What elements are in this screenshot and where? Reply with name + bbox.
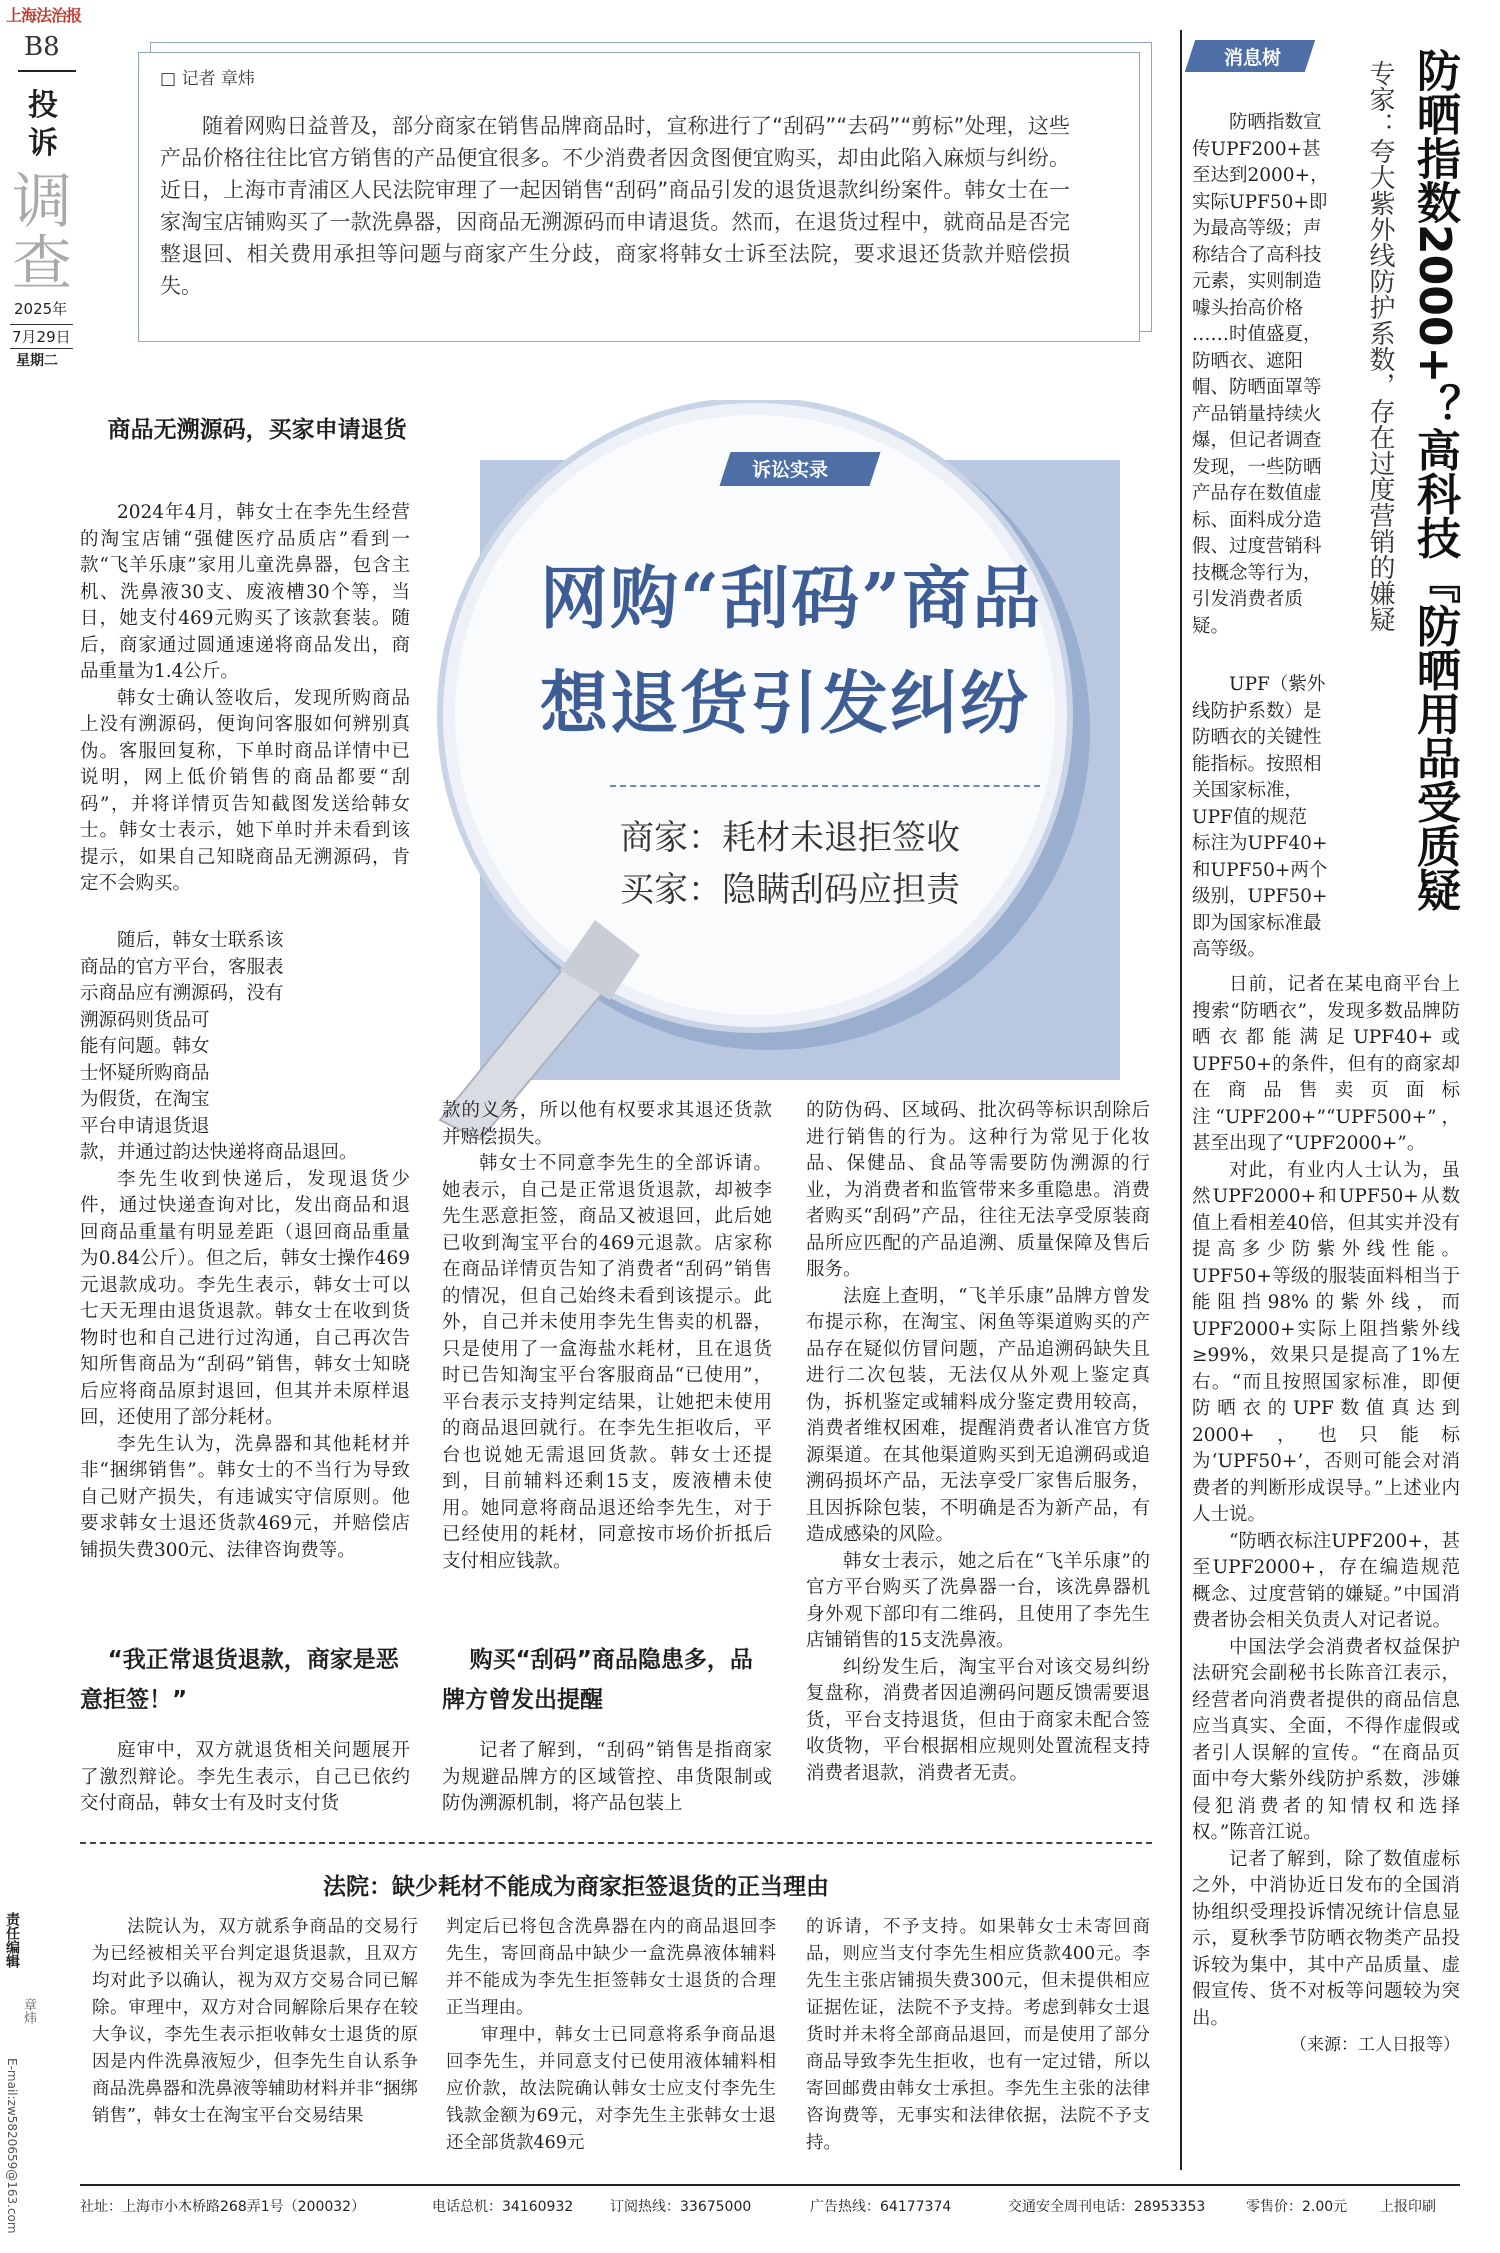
col1-p3-line: 士怀疑所购商品 <box>80 1062 210 1084</box>
col1-p3-line: 为假货，在淘宝 <box>80 1089 210 1110</box>
col1-p1: 2024年4月，韩女士在李先生经营的淘宝店铺“强健医疗品质店”看到一款“飞羊乐康”家用儿童洗鼻器，包含主机、洗鼻液30支、废液槽30个等，当日，她支付469元购买了该款套装。随后，商家通过圆通速递将商品发出，商品重量为1.4公斤。 <box>80 502 410 682</box>
col2-p2: 韩女士不同意李先生的全部诉请。她表示，自己是正常退货退款，却被李先生恶意拒签，商品又被退回，此后她已收到淘宝平台的469元退款。店家称在商品详情页告知了消费者“刮码”销售的情况，但自己始终未看到该提示。此外，自己并未使用李先生售卖的机器，只是使用了一盒海盐水耗材，且在退货时已告知淘宝平台客服商品“已使用”，平台表示支持判定结果，让她把未使用的商品退回就行。在李先生拒收后，平台也说她无需退回货款。韩女士还提到，目前辅料还剩15支，废液槽未使用。她同意将商品退还给李先生，对于已经使用的耗材，同意按市场价折抵后支付相应钱款。 <box>442 1153 772 1572</box>
col1-p3-line: 平台申请退货退 <box>80 1115 210 1137</box>
col1-p6: 庭审中，双方就退货相关问题展开了激烈辩论。李先生表示，自己已依约交付商品，韩女士有及时支付货 <box>80 1740 410 1814</box>
col1-p3-line: 随后，韩女士联系该 <box>117 930 284 951</box>
sidebar-intro-2: UPF（紫外 线防护系数）是 防晒衣的关键性 能指标。按照相 关国家标准， UPF值的规范 标注为UPF40+ 和UPF50+两个 级别，UPF50+ 即为国家标准最 高等级。 <box>1192 674 1328 960</box>
footer-address: 社址：上海市小木桥路268弄1号（200032） <box>80 2199 366 2215</box>
footer-phone: 电话总机：34160932 <box>432 2199 574 2215</box>
issue-date: 7月29日 <box>10 324 73 349</box>
section-big-1: 调 <box>12 167 72 237</box>
editor-email: E-mail:zw5820659@163.com <box>5 2058 19 2234</box>
court-col2-a: 判定后已将包含洗鼻器在内的商品退回李先生，寄回商品中缺少一盒洗鼻液体辅料并不能成为李先生拒签韩女士退货的合理正当理由。 <box>446 1917 776 2018</box>
column-1 <box>80 500 410 898</box>
col2-p3: 记者了解到，“刮码”销售是指商家为规避品牌方的区域管控、串货限制或防伪溯源机制，将产品包装上 <box>442 1740 772 1814</box>
sidebar-title: 防晒指数2000+？高科技『防晒用品受质疑 <box>1409 48 1460 912</box>
col3-p2: 法庭上查明，“飞羊乐康”品牌方曾发布提示称，在淘宝、闲鱼等渠道购买的产品存在疑似仿冒问题，产品追溯码缺失且进行二次包装，无法仅从外观上鉴定真伪，拆机鉴定或辅料成分鉴定费用较高，消费者维权困难，提醒消费者认准官方货源渠道。在其他渠道购买到无追溯码或追溯码损坏产品，无法享受厂家售后服务，且因拆除包装，不明确是否为新产品，有造成感染的风险。 <box>806 1285 1150 1545</box>
court-heading: 法院：缺少耗材不能成为商家拒签退货的正当理由 <box>323 1874 829 1900</box>
page-number: B8 <box>24 32 60 62</box>
feature-subtitle-seller: 商家：耗材未退拒签收 <box>620 818 960 858</box>
court-col3: 的诉请，不予支持。如果韩女士未寄回商品，则应当支付李先生相应货款400元。李先生主张店铺损失费300元，但未提供相应证据佐证，法院不予支持。考虑到韩女士退货时并未将全部商品退回，而是使用了部分商品导致李先生拒收，也有一定过错，所以寄回邮费由韩女士承担。李先生主张的法律咨询费等，无事实和法律依据，法院不予支持。 <box>806 1917 1150 2153</box>
sidebar-p3: 日前，记者在某电商平台上搜索“防晒衣”，发现多数品牌防晒衣都能满足UPF40+或UPF50+的条件，但有的商家却在商品售卖页面标注“UPF200+”“UPF500+”，甚至出现了“UPF2000+”。 <box>1192 974 1460 1154</box>
reporter-byline: □ 记者 章炜 <box>160 69 255 89</box>
sidebar-tag: 消息树 <box>1224 47 1282 69</box>
sidebar-body <box>1192 972 1460 2058</box>
editor-label: 责任编辑 <box>4 1912 20 1968</box>
column-3 <box>806 1098 1150 1787</box>
sidebar-divider <box>1180 30 1182 2170</box>
col1-p3b: 款，并通过韵达快递将商品退回。 <box>80 1142 358 1163</box>
feature-title-line1: 网购“刮码”商品 <box>540 559 1043 639</box>
footer-ads: 广告热线：64177374 <box>810 2199 952 2215</box>
brand-logo: 上海法治报 <box>6 6 82 25</box>
col1-p5: 李先生认为，洗鼻器和其他耗材并非“捆绑销售”。韩女士的不当行为导致自己财产损失，有违诚实守信原则。他要求韩女士退还货款469元，并赔偿店铺损失费300元、法律咨询费等。 <box>80 1433 410 1561</box>
feature-tag-label: 诉讼实录 <box>752 459 829 481</box>
feature-title-line2: 想退货引发纠纷 <box>540 664 1031 744</box>
court-divider <box>80 1842 1152 1844</box>
section-char-1: 投 <box>28 88 58 123</box>
col2-heading: 购买“刮码”商品隐患多，品牌方曾发出提醒 <box>442 1647 753 1713</box>
sidebar-p4: 对此，有业内人士认为，虽然UPF2000+和UPF50+从数值上看相差40倍，但其实并没有提高多少防紫外线性能。UPF50+等级的服装面料相当于能阻挡98%的紫外线，而UPF2000+实际上阻挡紫外线≥99%，效果只是提高了1%左右。“而且按照国家标准，即便防晒衣的UPF数值真达到2000+，也只能标为‘UPF50+’，否则可能会对消费者的判断形成误导。”上述业内人士说。 <box>1192 1159 1460 1525</box>
footer-price: 零售价：2.00元 <box>1246 2199 1348 2215</box>
section-big-2: 查 <box>12 229 72 299</box>
footer-traffic: 交通安全周刊电话：28953353 <box>1008 2199 1206 2215</box>
col1-heading2: “我正常退货退款，商家是恶意拒签！” <box>80 1647 399 1713</box>
col1-p2: 韩女士确认签收后，发现所购商品上没有溯源码，便询问客服如何辨别真伪。客服回复称，下单时商品详情中已说明，网上低价销售的商品都要“刮码”，并将详情页告知截图发送给韩女士。韩女士表示，她下单时并未看到该提示，如果自己知晓商品无溯源码，肯定不会购买。 <box>80 687 410 894</box>
editor-name: 章炜 <box>21 1998 36 2024</box>
col1-heading: 商品无溯源码，买家申请退货 <box>107 417 407 443</box>
issue-year: 2025年 <box>14 300 68 318</box>
court-col1: 法院认为，双方就系争商品的交易行为已经被相关平台判定退货退款，且双方均对此予以确认，视为双方交易合同已解除。审理中，双方对合同解除后果存在较大争议，李先生表示拒收韩女士退货的原因是内件洗鼻液短少，但李先生自认系争商品洗鼻器和洗鼻液等辅助材料并非“捆绑销售”，韩女士在淘宝平台交易结果 <box>92 1917 418 2126</box>
sidebar-p6: 中国法学会消费者权益保护法研究会副秘书长陈音江表示，经营者向消费者提供的商品信息应当真实、全面，不得作虚假或者引人误解的宣传。“在商品页面中夸大紫外线防护系数，涉嫌侵犯消费者的知情权和选择权。”陈音江说。 <box>1192 1636 1460 1843</box>
col3-p1: 的防伪码、区域码、批次码等标识刮除后进行销售的行为。这种行为常见于化妆品、保健品、食品等需要防伪溯源的行业，为消费者和监管带来多重隐患。消费者购买“刮码”产品，往往无法享受原装商品所应匹配的产品追溯、质量保障及售后服务。 <box>806 1100 1150 1280</box>
col1-p3-line: 溯源码则货品可 <box>80 1009 210 1031</box>
court-col2-b: 审理中，韩女士已同意将系争商品退回李先生，并同意支付已使用液体辅料相应价款，故法院确认韩女士应支付李先生钱款金额为69元，对李先生主张韩女士退还全部货款469元 <box>446 2025 776 2153</box>
column-1-lower <box>80 1140 410 1564</box>
col1-p3-line: 商品的官方平台，客服表 <box>80 956 284 978</box>
col3-p3: 韩女士表示，她之后在“飞羊乐康”的官方平台购买了洗鼻器一台，该洗鼻器机身外观下部印有二维码，且使用了李先生店铺销售的15支洗鼻液。 <box>806 1550 1150 1651</box>
sidebar-p5: “防晒衣标注UPF200+，甚至UPF2000+，存在编造规范概念、过度营销的嫌疑。”中国消费者协会相关负责人对记者说。 <box>1192 1530 1460 1631</box>
footer-order: 订阅热线：33675000 <box>610 2199 752 2215</box>
sidebar-p7: 记者了解到，除了数值虚标之外，中消协近日发布的全国消协组织受理投诉情况统计信息显示，夏秋季节防晒衣物类产品投诉较为集中，其中产品质量、虚假宣传、货不对板等问题较为突出。 <box>1192 1848 1460 2029</box>
section-char-2: 诉 <box>28 126 58 161</box>
sidebar-intro-1: 防晒指数宣 传UPF200+甚 至达到2000+， 实际UPF50+即 为最高等级；声 称结合了高科技 元素，实则制造 噱头抬高价格 ……时值盛夏， 防晒衣、遮阳 帽、防晒面罩等 产品销量持续火 爆，但记者调查 发现，一些防晒 产品存在数值虚 标、面料成分造 假、过度营销科 技概念等行为， 引发消费者质 疑。 <box>1192 112 1329 637</box>
column-2 <box>442 1098 772 1575</box>
lead-paragraph: 随着网购日益普及，部分商家在销售品牌商品时，宣称进行了“刮码”“去码”“剪标”处理，这些产品价格往往比官方销售的产品便宜很多。不少消费者因贪图便宜购买，却由此陷入麻烦与纠纷。近日，上海市青浦区人民法院审理了一起因销售“刮码”商品引发的退货退款纠纷案件。韩女士在一家淘宝店铺购买了一款洗鼻器，因商品无溯源码而申请退货。然而，在退货过程中，就商品是否完整退回、相关费用承担等问题与商家产生分歧，商家将韩女士诉至法院，要求退还货款并赔偿损失。 <box>160 114 1070 298</box>
col2-p1: 款的义务，所以他有权要求其退还货款并赔偿损失。 <box>442 1100 772 1148</box>
sidebar-source: （来源：工人日报等） <box>1290 2035 1460 2055</box>
col1-p3-wrap <box>80 928 410 1140</box>
magnifier-graphic <box>420 400 1140 1140</box>
court-col2 <box>446 1914 776 2157</box>
col3-p4: 纠纷发生后，淘宝平台对该交易纠纷复盘称，消费者因追溯码问题反馈需要退货，平台支持退货，但由于商家未配合签收货物，平台根据相应规则处置流程支持消费者退款，消费者无责。 <box>806 1656 1150 1784</box>
feature-subtitle-buyer: 买家：隐瞒刮码应担责 <box>620 870 960 910</box>
col1-p3-line: 能有问题。韩女 <box>80 1036 210 1057</box>
col1-p3-line: 示商品应有溯源码，没有 <box>80 983 284 1004</box>
col1-p4: 李先生收到快递后，发现退货少件，通过快递查询对比，发出商品和退回商品重量有明显差距（退回商品重量为0.84公斤）。但之后，韩女士操作469元退款成功。李先生表示，韩女士可以七天无理由退货退款。韩女士在收到货物时也和自己进行过沟通，自己再次告知所售商品为“刮码”销售，韩女士知晓后应将商品原封退回，但其并未原样退回，还使用了部分耗材。 <box>80 1168 410 1428</box>
footer <box>80 2196 1460 2220</box>
issue-weekday: 星期二 <box>16 353 58 369</box>
footer-printer: 上报印刷 <box>1380 2199 1436 2215</box>
sidebar-subtitle: 专家：夸大紫外线防护系数，存在过度营销的嫌疑 <box>1365 60 1395 632</box>
masthead <box>0 0 90 369</box>
